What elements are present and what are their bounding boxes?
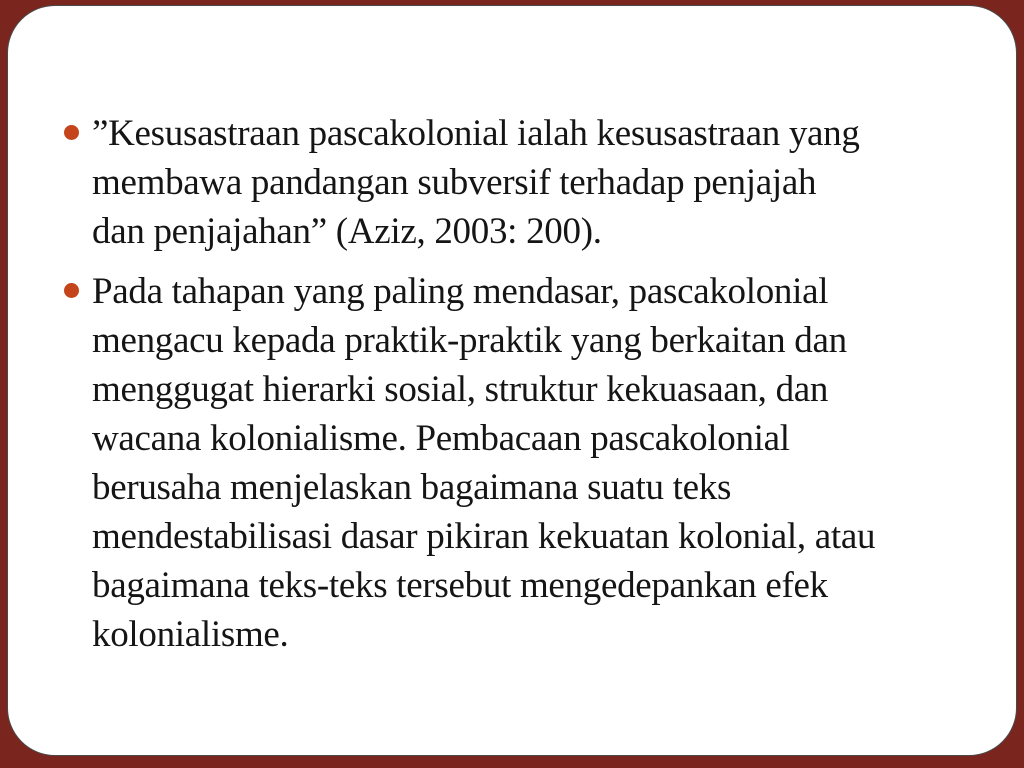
bullet-text-line: ”Kesusastraan pascakolonial ialah kesusastraan yang (92, 113, 860, 154)
bullet-text-line: mengacu kepada praktik-praktik yang berkaitan dan (92, 320, 847, 361)
bullet-text-line: membawa pandangan subversif terhadap penjajah (92, 162, 817, 203)
bullet-dot-icon (64, 125, 79, 140)
bullet-text-line: bagaimana teks-teks tersebut mengedepankan efek (92, 565, 828, 606)
bullet-item-definition (64, 267, 977, 659)
bullet-item-quote (64, 109, 977, 256)
bullet-text-line: dan penjajahan” (Aziz, 2003: 200). (92, 211, 602, 252)
bullet-text-block (92, 267, 875, 659)
bullet-dot-icon (64, 283, 79, 298)
bullet-text-block (92, 109, 860, 256)
bullet-text-line: mendestabilisasi dasar pikiran kekuatan kolonial, atau (92, 516, 876, 557)
bullet-text-line: berusaha menjelaskan bagaimana suatu teks (92, 467, 732, 508)
bullet-text-line: wacana kolonialisme. Pembacaan pascakolonial (92, 418, 790, 459)
bullet-text-line: kolonialisme. (92, 614, 289, 655)
bullet-text-line: Pada tahapan yang paling mendasar, pascakolonial (92, 271, 829, 312)
bullet-text-line: menggugat hierarki sosial, struktur kekuasaan, dan (92, 369, 829, 410)
slide-body-text-area (7, 5, 1017, 756)
